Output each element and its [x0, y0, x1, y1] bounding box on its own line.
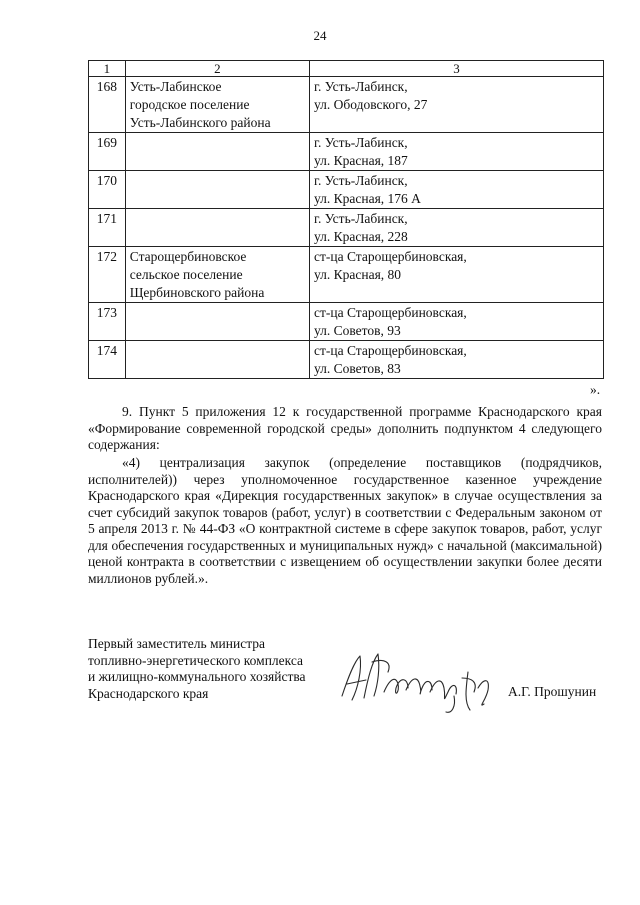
address-cell — [309, 133, 603, 171]
address-line: ул. Красная, 176 А — [313, 191, 421, 206]
paragraph-item-9: 9. Пункт 5 приложения 12 к государственной программе Краснодарского края «Формирование современной городской среды» дополнить подпунктом 4 следующего содержания: — [88, 404, 602, 452]
address-line: г. Усть-Лабинск, — [313, 79, 408, 94]
row-number: 170 — [89, 171, 126, 209]
row-number: 168 — [89, 77, 126, 133]
row-number: 169 — [89, 133, 126, 171]
address-cell — [309, 341, 603, 379]
row-number: 173 — [89, 303, 126, 341]
address-line: ст-ца Старощербиновская, — [313, 305, 467, 320]
column-header-1: 1 — [89, 61, 126, 77]
address-line: ст-ца Старощербиновская, — [313, 343, 467, 358]
column-header-3: 3 — [309, 61, 603, 77]
table-row — [89, 133, 604, 171]
settlement-cell — [125, 77, 309, 133]
table-row — [89, 171, 604, 209]
address-cell — [309, 303, 603, 341]
row-number: 171 — [89, 209, 126, 247]
settlement-line: Старощербиновское — [129, 249, 247, 264]
address-line: г. Усть-Лабинск, — [313, 173, 408, 188]
table-row — [89, 77, 604, 133]
settlement-cell — [125, 247, 309, 303]
address-line: ул. Красная, 80 — [313, 267, 402, 282]
column-header-2: 2 — [125, 61, 309, 77]
settlement-cell-continued — [125, 209, 309, 247]
address-line: ул. Красная, 187 — [313, 153, 408, 168]
address-table — [88, 60, 604, 379]
paragraph-subitem-4: «4) централизация закупок (определение поставщиков (подрядчиков, исполнителей)) через уполномоченное государственное казенное учреждение Краснодарского края «Дирекция государственных закупок» в случае осуществления за счет субсидий закупок товаров (работ, услуг) в соответствии с Федеральным законом от 5 апреля 2013 г. № 44-ФЗ «О контрактной системе в сфере закупок товаров, работ, услуг для обеспечения государственных и муниципальных нужд» с начальной (максимальной) ценой контракта в соответствии с извещением об осуществлении закупки более десяти миллионов рублей.». — [88, 455, 602, 586]
address-cell — [309, 209, 603, 247]
row-number: 172 — [89, 247, 126, 303]
table-row — [89, 209, 604, 247]
settlement-cell-continued — [125, 303, 309, 341]
settlement-line: сельское поселение — [129, 267, 243, 282]
address-line: г. Усть-Лабинск, — [313, 211, 408, 226]
address-line: ул. Ободовского, 27 — [313, 97, 428, 112]
handwritten-signature — [338, 648, 508, 718]
table-row — [89, 341, 604, 379]
settlement-line: Щербиновского района — [129, 285, 265, 300]
row-number: 174 — [89, 341, 126, 379]
signatory-title-line: Первый заместитель министра — [88, 636, 266, 651]
address-line: ул. Советов, 83 — [313, 361, 401, 376]
address-cell — [309, 77, 603, 133]
signatory-title-line: и жилищно-коммунального хозяйства — [88, 669, 306, 684]
table-row — [89, 247, 604, 303]
address-cell — [309, 247, 603, 303]
page-number: 24 — [313, 28, 327, 43]
address-line: г. Усть-Лабинск, — [313, 135, 408, 150]
settlement-cell-continued — [125, 133, 309, 171]
closing-quote: ». — [590, 382, 601, 397]
settlement-cell-continued — [125, 341, 309, 379]
settlement-line: Усть-Лабинского района — [129, 115, 271, 130]
address-line: ст-ца Старощербиновская, — [313, 249, 467, 264]
table-header-row — [89, 61, 604, 77]
address-cell — [309, 171, 603, 209]
address-line: ул. Красная, 228 — [313, 229, 408, 244]
signatory-title-line: топливно-энергетического комплекса — [88, 652, 304, 668]
signatory-title — [88, 636, 306, 702]
address-line: ул. Советов, 93 — [313, 323, 401, 338]
signatory-title-line: Краснодарского края — [88, 685, 209, 701]
table-row — [89, 303, 604, 341]
settlement-line: городское поселение — [129, 97, 250, 112]
signer-name: А.Г. Прошунин — [508, 684, 597, 699]
settlement-line: Усть-Лабинское — [129, 79, 222, 94]
settlement-cell-continued — [125, 171, 309, 209]
